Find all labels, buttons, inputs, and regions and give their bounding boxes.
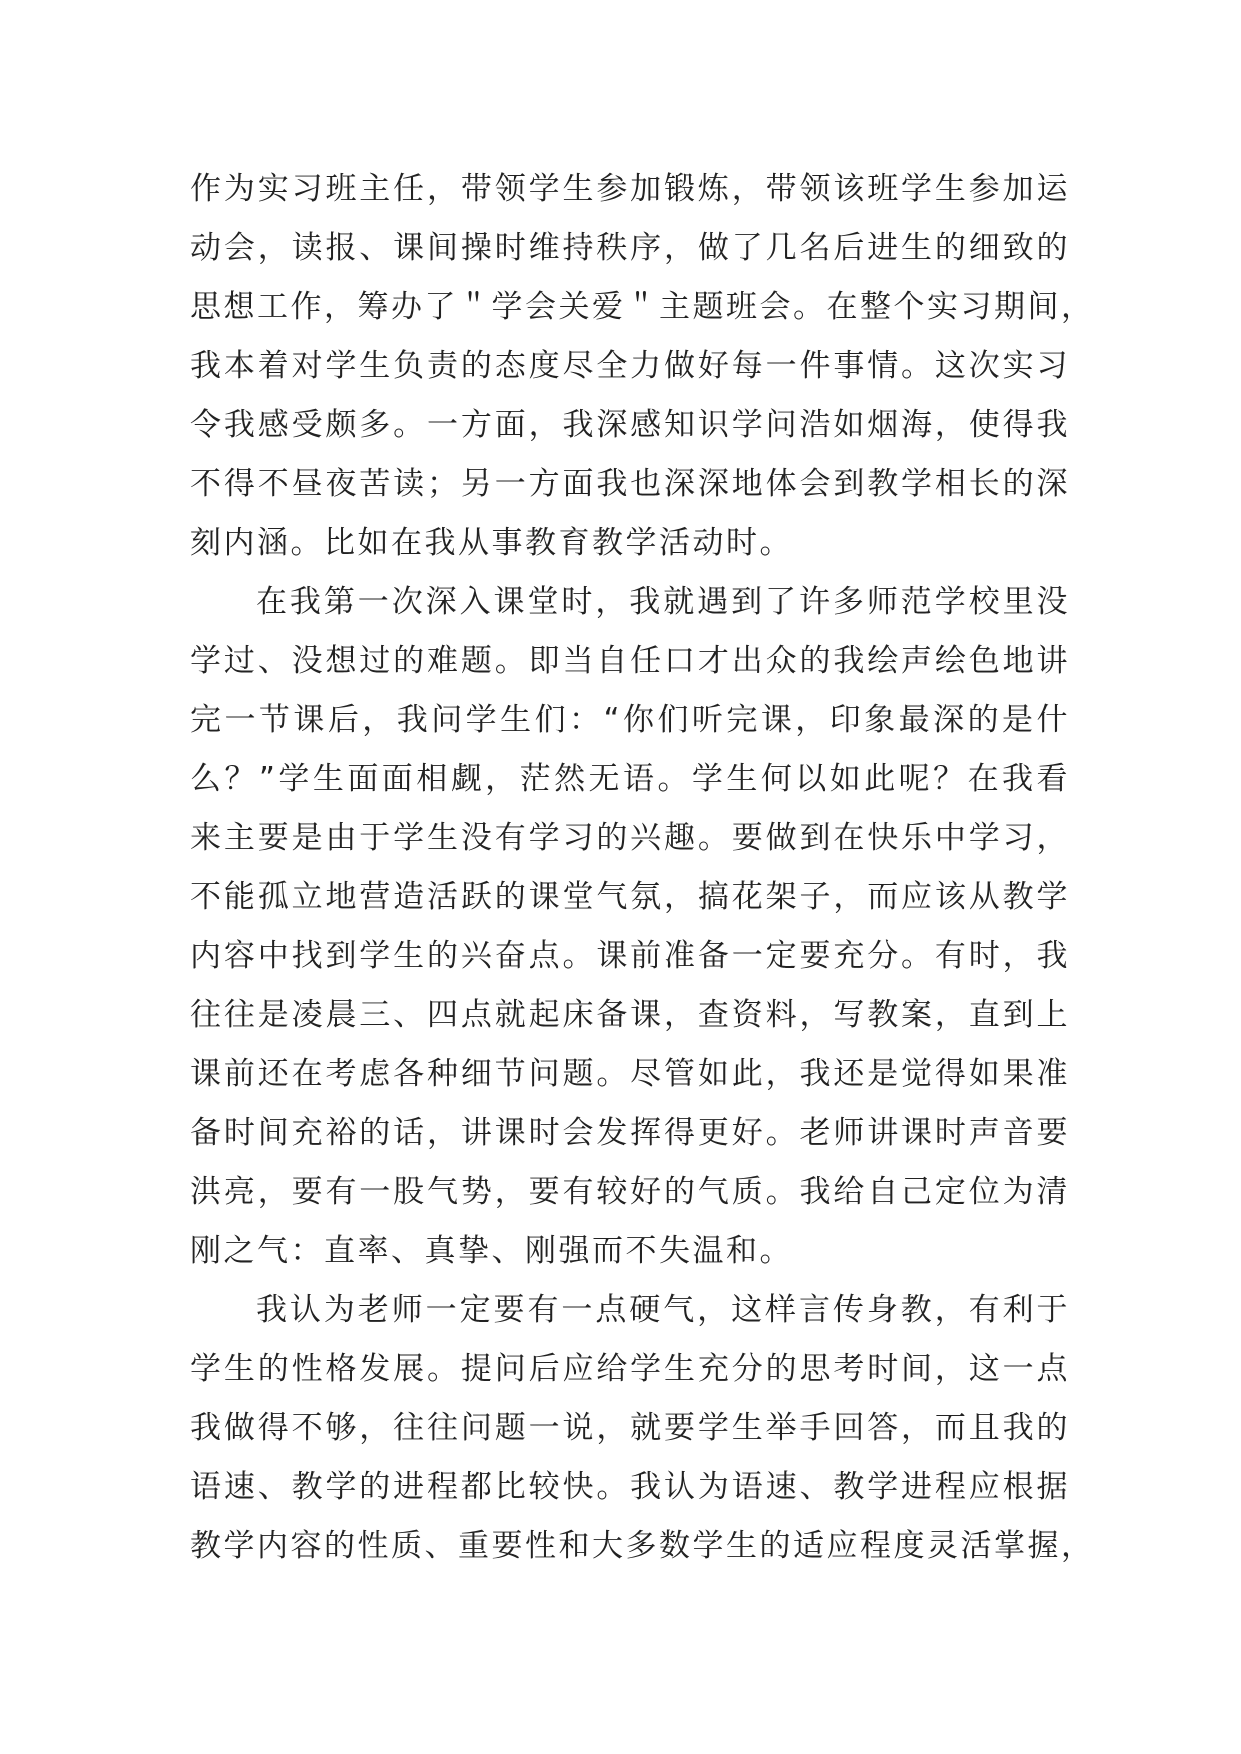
- paragraph-line: 往往是凌晨三、四点就起床备课，查资料，写教案，直到上: [190, 997, 1070, 1033]
- paragraph-line: 完一节课后，我问学生们：“你们听完课，印象最深的是什: [190, 702, 1070, 738]
- paragraph-line: 我做得不够，往往问题一说，就要学生举手回答，而且我的: [190, 1410, 1070, 1446]
- body-text: [190, 160, 1095, 1576]
- paragraph-3: [190, 1281, 1095, 1576]
- paragraph-line: 备时间充裕的话，讲课时会发挥得更好。老师讲课时声音要: [190, 1115, 1070, 1151]
- paragraph-line: 作为实习班主任，带领学生参加锻炼，带领该班学生参加运: [190, 171, 1070, 207]
- paragraph-line: 不能孤立地营造活跃的课堂气氛，搞花架子，而应该从教学: [190, 879, 1070, 915]
- paragraph-1: [190, 160, 1095, 573]
- paragraph-line: 内容中找到学生的兴奋点。课前准备一定要充分。有时，我: [190, 938, 1070, 974]
- paragraph-line: 不得不昼夜苦读；另一方面我也深深地体会到教学相长的深: [190, 466, 1070, 502]
- paragraph-line: 语速、教学的进程都比较快。我认为语速、教学进程应根据: [190, 1469, 1070, 1505]
- paragraph-line: 动会，读报、课间操时维持秩序，做了几名后进生的细致的: [190, 230, 1070, 266]
- paragraph-line: 学过、没想过的难题。即当自任口才出众的我绘声绘色地讲: [190, 643, 1070, 679]
- paragraph-2: [190, 573, 1070, 1281]
- paragraph-line: 刻内涵。比如在我从事教育教学活动时。: [190, 525, 793, 561]
- paragraph-line: 洪亮，要有一股气势，要有较好的气质。我给自己定位为清: [190, 1174, 1070, 1210]
- paragraph-line: 学生的性格发展。提问后应给学生充分的思考时间，这一点: [190, 1351, 1070, 1387]
- paragraph-line: 刚之气：直率、真挚、刚强而不失温和。: [190, 1233, 793, 1269]
- paragraph-line: 我本着对学生负责的态度尽全力做好每一件事情。这次实习: [190, 348, 1070, 384]
- paragraph-line: 教学内容的性质、重要性和大多数学生的适应程度灵活掌握，: [190, 1528, 1095, 1564]
- paragraph-line: 思想工作，筹办了＂学会关爱＂主题班会。在整个实习期间，: [190, 289, 1095, 325]
- paragraph-line: 来主要是由于学生没有学习的兴趣。要做到在快乐中学习，: [190, 820, 1070, 856]
- paragraph-line: 在我第一次深入课堂时，我就遇到了许多师范学校里没: [256, 584, 1070, 620]
- paragraph-line: 我认为老师一定要有一点硬气，这样言传身教，有利于: [256, 1292, 1070, 1328]
- paragraph-line: 么？”学生面面相觑，茫然无语。学生何以如此呢？在我看: [190, 761, 1070, 797]
- paragraph-line: 令我感受颇多。一方面，我深感知识学问浩如烟海，使得我: [190, 407, 1070, 443]
- paragraph-line: 课前还在考虑各种细节问题。尽管如此，我还是觉得如果准: [190, 1056, 1070, 1092]
